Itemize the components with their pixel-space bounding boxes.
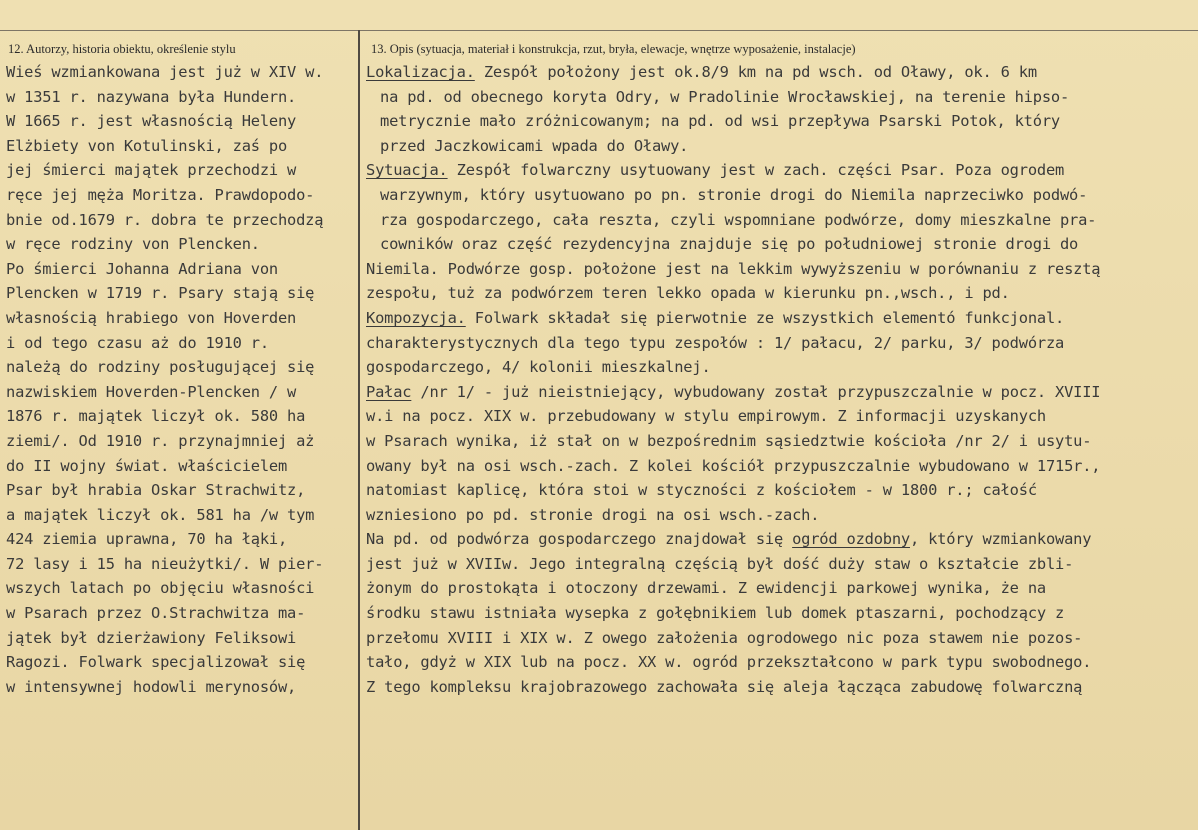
description-line: warzywnym, który usytuowano po pn. stronie drogi do Niemila naprzeciwko podwó- bbox=[380, 185, 1088, 204]
description-line: Pałac /nr 1/ - już nieistniejący, wybudowany został przypuszczalnie w pocz. XVIII bbox=[366, 382, 1101, 401]
history-line: Psar był hrabia Oskar Strachwitz, bbox=[6, 481, 306, 500]
history-line: w ręce rodziny von Plencken. bbox=[6, 235, 260, 254]
header-rule bbox=[0, 30, 1198, 31]
description-line: jest już w XVIIw. Jego integralną częścią był dość duży staw o kształcie zbli- bbox=[366, 554, 1074, 573]
description-line: tało, gdyż w XIX lub na pocz. XX w. ogród przekształcono w park typu swobodnego. bbox=[366, 653, 1092, 672]
description-line: gospodarczego, 4/ kolonii mieszkalnej. bbox=[366, 358, 711, 377]
description-line: żonym do prostokąta i otoczony drzewami. Z ewidencji parkowej wynika, że na bbox=[366, 579, 1046, 598]
history-line: należą do rodziny posługującej się bbox=[6, 358, 315, 377]
history-line: Wieś wzmiankowana jest już w XIV w. bbox=[6, 63, 324, 81]
left-column-text bbox=[6, 60, 358, 699]
description-line: przed Jaczkowicami wpada do Oławy. bbox=[380, 136, 689, 155]
description-line: w Psarach wynika, iż stał on w bezpośrednim sąsiedztwie kościoła /nr 2/ i usytu- bbox=[366, 431, 1092, 450]
description-line: w.i na pocz. XIX w. przebudowany w stylu empirowym. Z informacji uzyskanych bbox=[366, 407, 1046, 426]
history-line: w intensywnej hodowli merynosów, bbox=[6, 677, 297, 696]
description-line: natomiast kaplicę, która stoi w styczności z kościołem - w 1800 r.; całość bbox=[366, 481, 1037, 500]
history-line: 424 ziemia uprawna, 70 ha łąki, bbox=[6, 530, 288, 549]
history-line: bnie od.1679 r. dobra te przechodzą bbox=[6, 210, 324, 229]
description-line: Niemila. Podwórze gosp. położone jest na lekkim wywyższeniu w porównaniu z resztą bbox=[366, 259, 1101, 278]
history-line: a majątek liczył ok. 581 ha /w tym bbox=[6, 505, 315, 524]
description-line: Z tego kompleksu krajobrazowego zachowała się aleja łącząca zabudowę folwarczną bbox=[366, 677, 1083, 696]
history-line: wszych latach po objęciu własności bbox=[6, 579, 315, 598]
history-line: i od tego czasu aż do 1910 r. bbox=[6, 333, 269, 352]
description-line: środku stawu istniała wysepka z gołębnikiem lub domek ptaszarni, pochodzący z bbox=[366, 604, 1065, 623]
history-line: jej śmierci majątek przechodzi w bbox=[6, 161, 297, 180]
history-line: nazwiskiem Hoverden-Plencken / w bbox=[6, 382, 297, 401]
description-line: owany był na osi wsch.-zach. Z kolei kościół przypuszczalnie wybudowano w 1715r., bbox=[366, 456, 1101, 475]
history-line: własnością hrabiego von Hoverden bbox=[6, 308, 297, 327]
history-line: Po śmierci Johanna Adriana von bbox=[6, 259, 278, 278]
section-heading-ogrod-ozdobny: ogród ozdobny bbox=[792, 530, 910, 549]
description-line: Lokalizacja. Zespół położony jest ok.8/9 km na pd wsch. od Oławy, ok. 6 km bbox=[366, 63, 1037, 81]
description-line: metrycznie mało zróżnicowanym; na pd. od wsi przepływa Psarski Potok, który bbox=[380, 112, 1060, 131]
history-line: jątek był dzierżawiony Feliksowi bbox=[6, 628, 297, 647]
column-divider bbox=[358, 30, 360, 830]
description-line: wzniesiono po pd. stronie drogi na osi wsch.-zach. bbox=[366, 505, 820, 524]
history-line: W 1665 r. jest własnością Heleny bbox=[6, 112, 297, 131]
section-heading-lokalizacja: Lokalizacja. bbox=[366, 63, 475, 81]
description-line: na pd. od obecnego koryta Odry, w Pradolinie Wrocławskiej, na terenie hipso- bbox=[380, 87, 1070, 106]
history-line: Elżbiety von Kotulinski, zaś po bbox=[6, 136, 288, 155]
description-line: Sytuacja. Zespół folwarczny usytuowany jest w zach. części Psar. Poza ogrodem bbox=[366, 161, 1065, 180]
description-line: Na pd. od podwórza gospodarczego znajdował się ogród ozdobny, który wzmiankowany bbox=[366, 530, 1092, 549]
description-line: rza gospodarczego, cała reszta, czyli wspomniane podwórze, domy mieszkalne pra- bbox=[380, 210, 1097, 229]
history-line: w Psarach przez O.Strachwitza ma- bbox=[6, 604, 306, 623]
section-heading-palac: Pałac bbox=[366, 382, 412, 401]
right-column-header: 13. Opis (sytuacja, materiał i konstrukcja, rzut, bryła, elewacje, wnętrze wyposażenie, instalacje) bbox=[371, 42, 856, 56]
history-line: do II wojny świat. właścicielem bbox=[6, 456, 288, 475]
description-line: Kompozycja. Folwark składał się pierwotnie ze wszystkich elementó funkcjonal. bbox=[366, 308, 1065, 327]
description-line: przełomu XVIII i XIX w. Z owego założenia ogrodowego nic poza stawem nie pozos- bbox=[366, 628, 1083, 647]
left-column-header: 12. Autorzy, historia obiektu, określenie stylu bbox=[8, 42, 236, 56]
description-line: cowników oraz część rezydencyjna znajduje się po południowej stronie drogi do bbox=[380, 235, 1079, 254]
history-line: w 1351 r. nazywana była Hundern. bbox=[6, 87, 297, 106]
section-heading-kompozycja: Kompozycja. bbox=[366, 308, 466, 327]
section-heading-sytuacja: Sytuacja. bbox=[366, 161, 448, 180]
history-line: ziemi/. Od 1910 r. przynajmniej aż bbox=[6, 431, 315, 450]
history-line: ręce jej męża Moritza. Prawdopodo- bbox=[6, 185, 315, 204]
history-line: Plencken w 1719 r. Psary stają się bbox=[6, 284, 315, 303]
description-line: charakterystycznych dla tego typu zespołów : 1/ pałacu, 2/ parku, 3/ podwórza bbox=[366, 333, 1065, 352]
description-line: zespołu, tuż za podwórzem teren lekko opada w kierunku pn.,wsch., i pd. bbox=[366, 284, 1010, 303]
history-line: Ragozi. Folwark specjalizował się bbox=[6, 653, 306, 672]
history-line: 1876 r. majątek liczył ok. 580 ha bbox=[6, 407, 306, 426]
history-line: 72 lasy i 15 ha nieużytki/. W pier- bbox=[6, 554, 324, 573]
right-column-text bbox=[366, 60, 1196, 699]
